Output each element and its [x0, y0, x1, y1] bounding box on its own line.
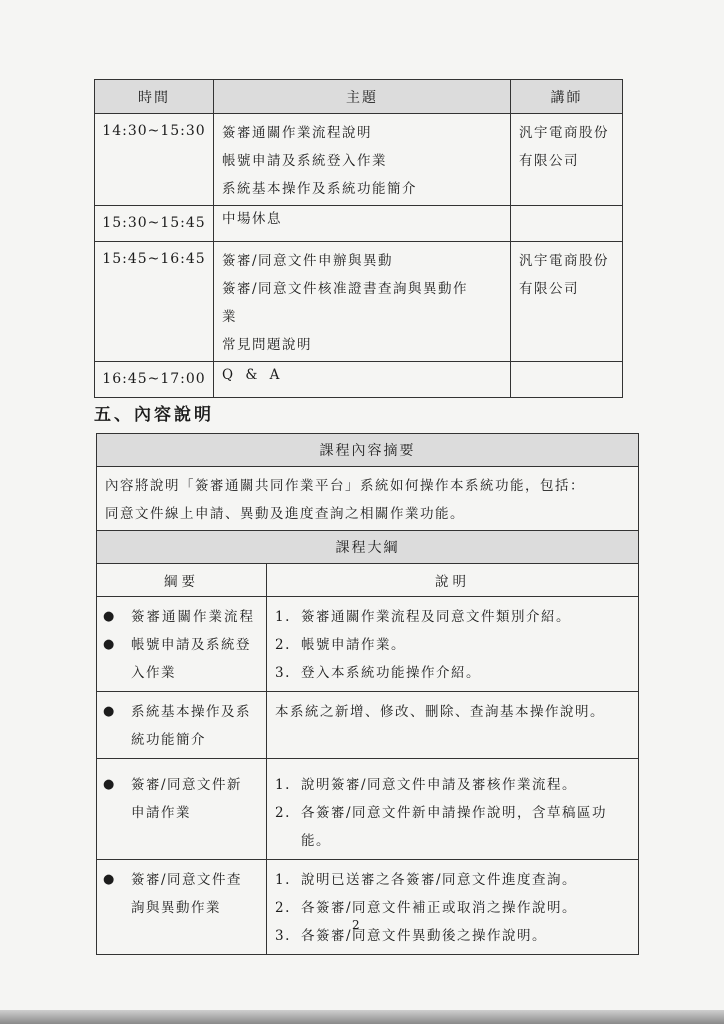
desc-text: 各簽審/同意文件異動後之操作說明。 [301, 928, 548, 944]
desc-number: 1. [275, 609, 291, 625]
outline-line: 系統基本操作及系 [131, 704, 251, 720]
desc-line: 各簽審/同意文件新申請操作說明，含草稿區功 [301, 805, 608, 821]
header-time: 時間 [95, 80, 214, 114]
desc-cell [267, 860, 639, 955]
topic-line: 中場休息 [222, 211, 282, 227]
outline-text [131, 698, 260, 754]
outline-line: 詢與異動作業 [131, 900, 221, 916]
topic-line: 簽審通關作業流程說明 [222, 125, 372, 141]
bullet-icon: ● [103, 704, 117, 719]
section-title: 五、內容說明 [94, 405, 214, 425]
desc-item [273, 603, 632, 631]
desc-item [273, 866, 632, 894]
topic-line: 簽審/同意文件核准證書查詢與異動作 [222, 281, 469, 297]
schedule-table [94, 79, 623, 398]
outline-row [97, 759, 639, 860]
outline-row [97, 597, 639, 692]
topic-line: 常見問題說明 [222, 337, 312, 353]
outline-text [131, 771, 260, 827]
desc-number: 1. [275, 777, 291, 793]
header-topic: 主題 [214, 80, 511, 114]
scan-edge [0, 1010, 724, 1024]
outline-line: 統功能簡介 [131, 732, 206, 748]
bullet-icon: ● [103, 637, 117, 652]
content-table [96, 433, 639, 955]
desc-text: 說明已送審之各簽審/同意文件進度查詢。 [301, 872, 578, 888]
time-cell: 15:45~16:45 [95, 242, 214, 362]
outline-cell [97, 692, 267, 759]
desc-text: 本系統之新增、修改、刪除、查詢基本操作說明。 [275, 704, 605, 720]
desc-text [301, 799, 632, 855]
outline-line: 入作業 [131, 665, 176, 681]
outline-line: 帳號申請及系統登 [131, 637, 251, 653]
desc-text: 帳號申請作業。 [301, 637, 406, 653]
topic-line: 帳號申請及系統登入作業 [222, 153, 387, 169]
desc-item [273, 631, 632, 659]
speaker-line: 汎宇電商股份 [519, 125, 609, 141]
summary-line: 同意文件線上申請、異動及進度查詢之相關作業功能。 [105, 506, 465, 522]
desc-text: 各簽審/同意文件補正或取消之操作說明。 [301, 900, 578, 916]
summary-cell [97, 467, 639, 531]
header-speaker: 講師 [511, 80, 623, 114]
desc-cell [267, 759, 639, 860]
outline-header-row [97, 564, 639, 597]
desc-item [273, 799, 632, 855]
speaker-cell [511, 242, 623, 362]
speaker-line: 有限公司 [519, 153, 579, 169]
summary-row [97, 467, 639, 531]
outline-row [97, 692, 639, 759]
desc-line: 能。 [301, 833, 331, 849]
topic-cell [214, 114, 511, 206]
desc-number: 1. [275, 872, 291, 888]
outline-title-row [97, 531, 639, 564]
desc-item [273, 659, 632, 687]
topic-line: 業 [222, 309, 237, 325]
outline-text [131, 866, 260, 922]
time-cell: 14:30~15:30 [95, 114, 214, 206]
desc-number: 3. [275, 928, 291, 944]
desc-item [273, 771, 632, 799]
summary-line: 內容將說明「簽審通關共同作業平台」系統如何操作本系統功能，包括： [105, 478, 585, 494]
outline-cell [97, 597, 267, 692]
outline-line: 簽審/同意文件查 [131, 872, 243, 888]
outline-line: 簽審/同意文件新 [131, 777, 243, 793]
schedule-row [95, 114, 623, 206]
topic-line: Q & A [222, 367, 284, 383]
outline-text: 簽審通關作業流程 [131, 609, 255, 625]
col-outline-header: 綱要 [97, 564, 267, 597]
schedule-header-row [95, 80, 623, 114]
speaker-cell [511, 362, 623, 398]
outline-item [103, 771, 260, 827]
bullet-icon: ● [103, 609, 117, 624]
desc-number: 2. [275, 637, 291, 653]
schedule-row [95, 242, 623, 362]
summary-title-row [97, 434, 639, 467]
outline-text [131, 631, 260, 687]
desc-cell [267, 597, 639, 692]
outline-item [103, 631, 260, 687]
schedule-row [95, 206, 623, 242]
speaker-line: 汎宇電商股份 [519, 253, 609, 269]
topic-cell [214, 362, 511, 398]
topic-cell [214, 242, 511, 362]
bullet-icon: ● [103, 872, 117, 887]
topic-line: 系統基本操作及系統功能簡介 [222, 181, 417, 197]
desc-text: 簽審通關作業流程及同意文件類別介紹。 [301, 609, 571, 625]
schedule-row [95, 362, 623, 398]
outline-cell [97, 759, 267, 860]
desc-cell [267, 692, 639, 759]
outline-line: 申請作業 [131, 805, 191, 821]
page-number: 2 [352, 918, 360, 932]
topic-line: 簽審/同意文件申辦與異動 [222, 253, 394, 269]
outline-item [103, 866, 260, 922]
col-desc-header: 說明 [267, 564, 639, 597]
speaker-cell [511, 114, 623, 206]
desc-text: 說明簽審/同意文件申請及審核作業流程。 [301, 777, 578, 793]
outline-cell [97, 860, 267, 955]
desc-number: 2. [275, 900, 291, 916]
outline-item [103, 698, 260, 754]
summary-title: 課程內容摘要 [97, 434, 639, 467]
desc-number: 3. [275, 665, 291, 681]
topic-cell [214, 206, 511, 242]
desc-text: 登入本系統功能操作介紹。 [301, 665, 481, 681]
desc-item [273, 922, 632, 950]
outline-row [97, 860, 639, 955]
desc-number: 2. [275, 805, 291, 821]
bullet-icon: ● [103, 777, 117, 792]
speaker-cell [511, 206, 623, 242]
desc-item [273, 894, 632, 922]
time-cell: 15:30~15:45 [95, 206, 214, 242]
time-cell: 16:45~17:00 [95, 362, 214, 398]
outline-item [103, 603, 260, 631]
outline-title: 課程大綱 [97, 531, 639, 564]
speaker-line: 有限公司 [519, 281, 579, 297]
